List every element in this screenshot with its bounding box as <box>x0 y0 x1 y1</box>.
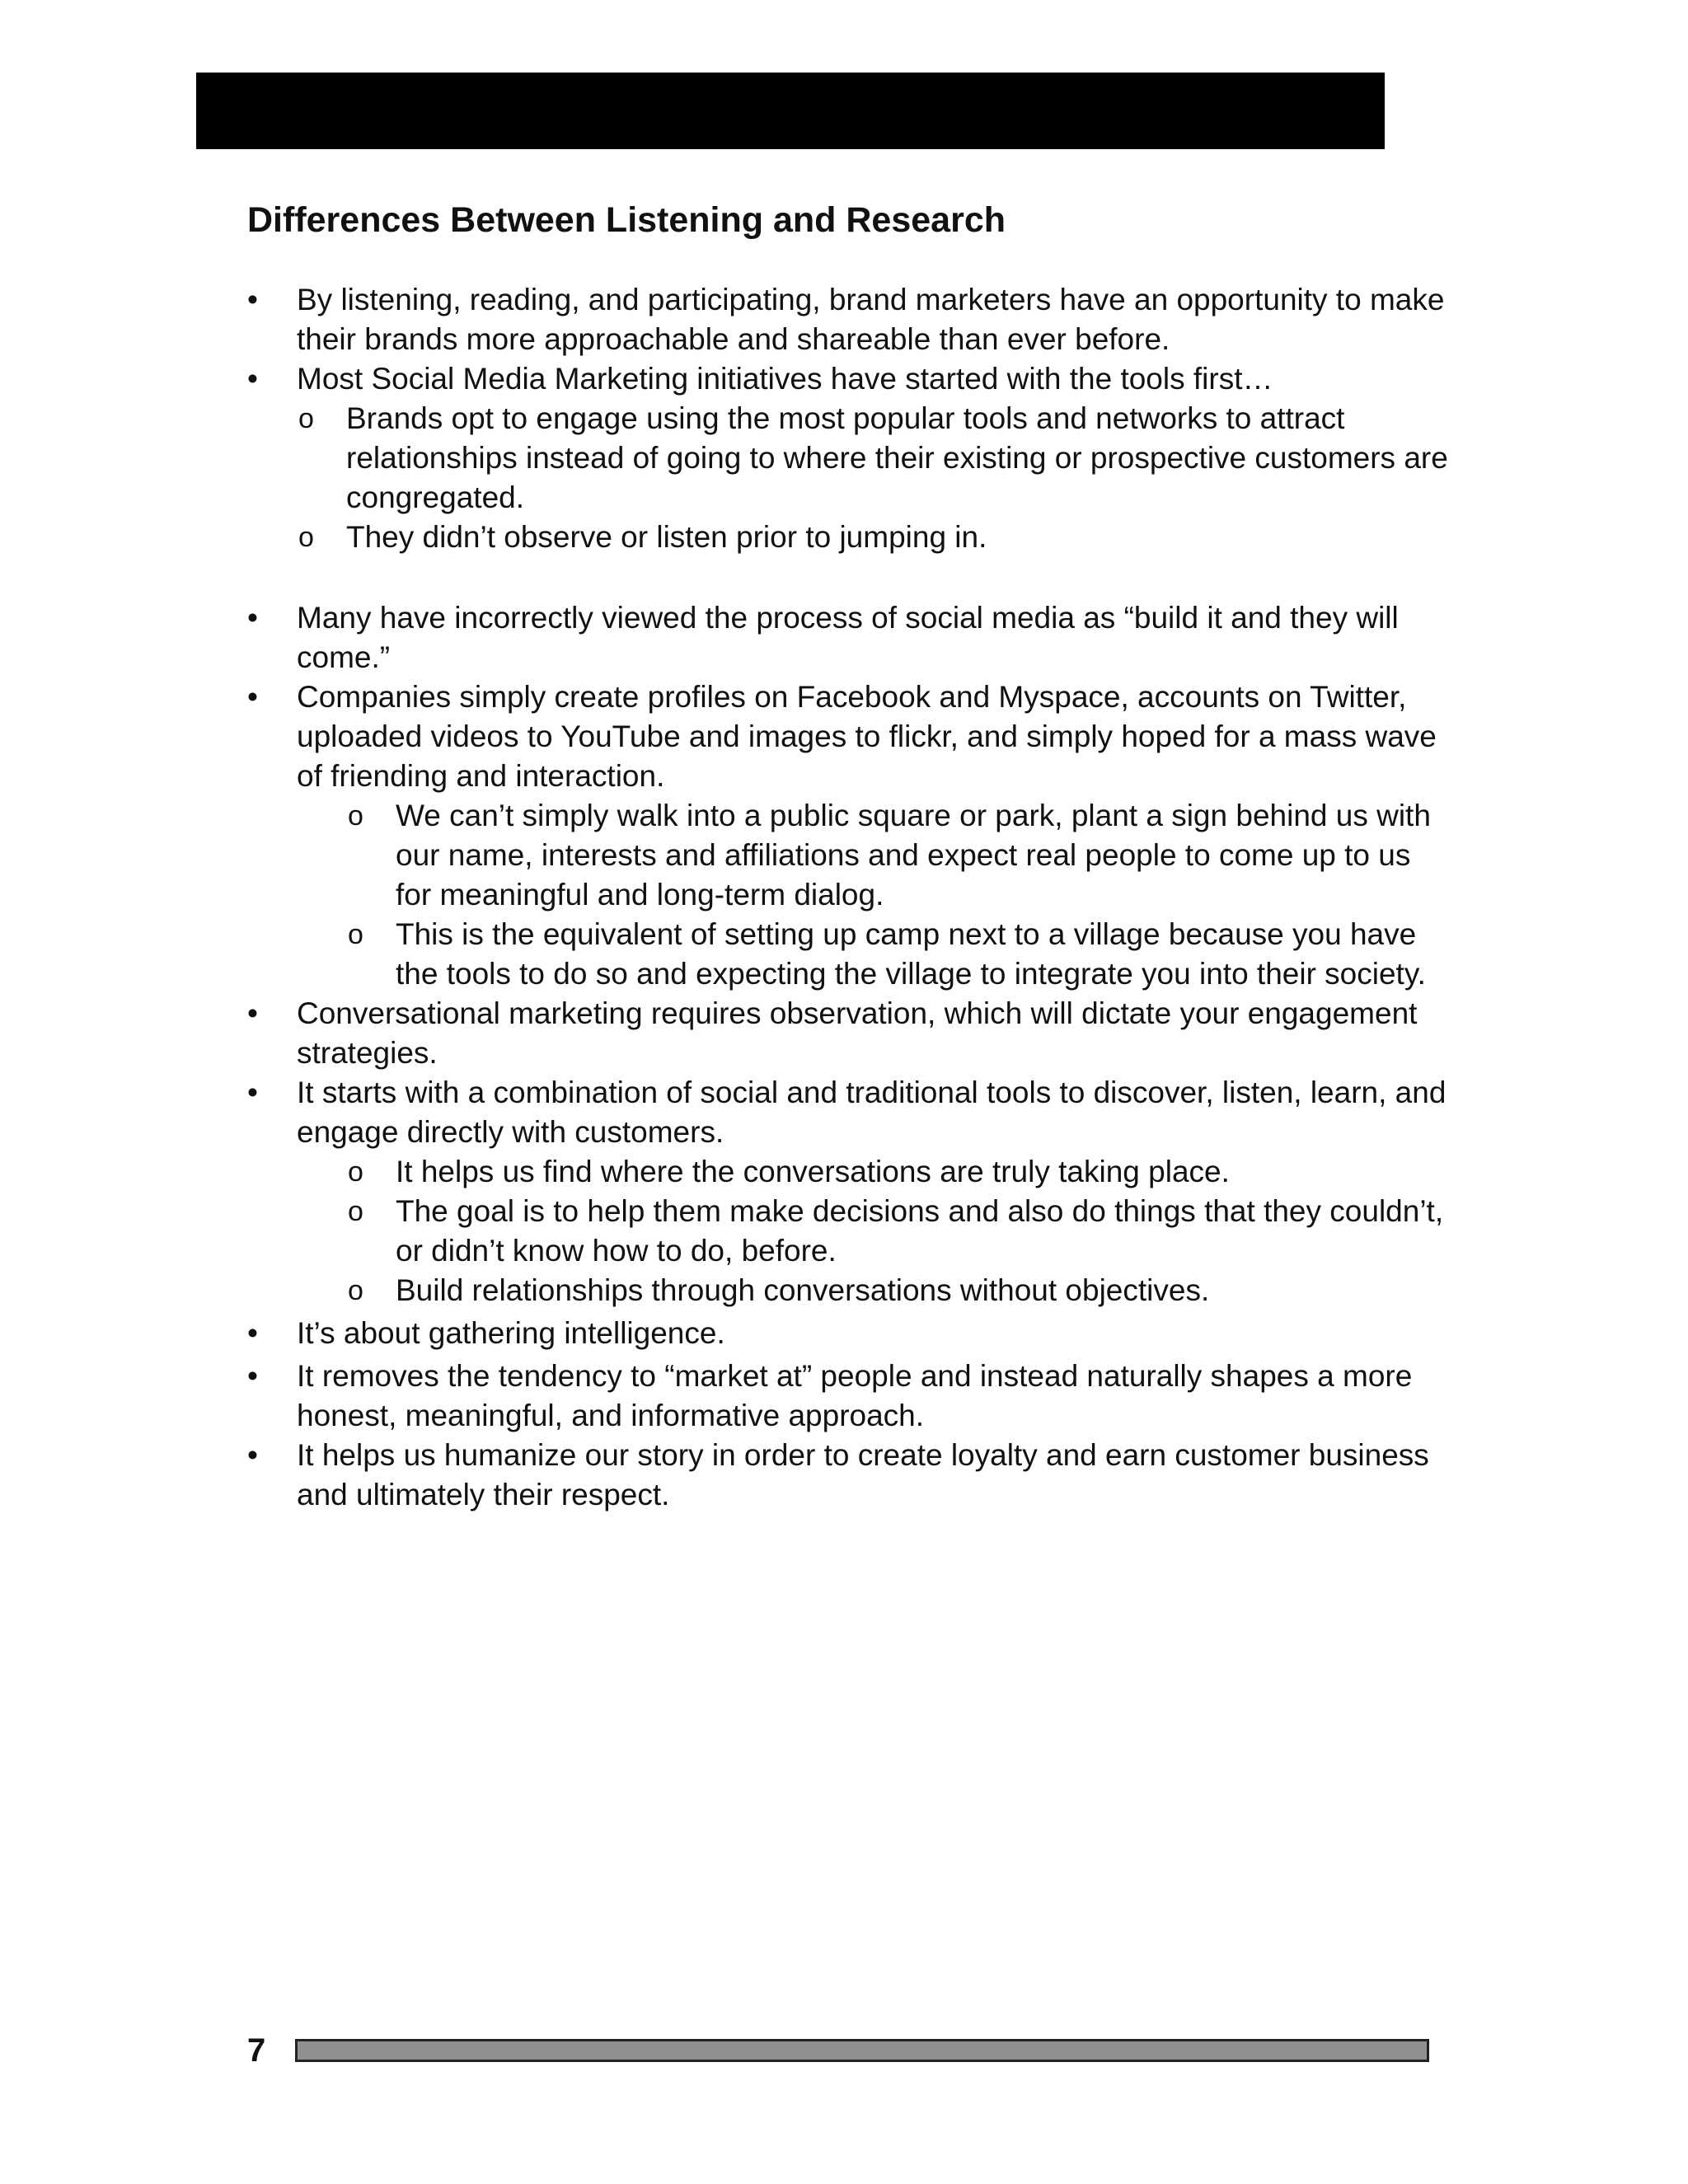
list-item-text: It starts with a combination of social and traditional tools to discover, listen, learn, and engage directly with customers. <box>297 1076 1447 1149</box>
sub-list-item <box>247 1271 1451 1310</box>
bullet-marker: • <box>247 362 258 396</box>
list-item <box>247 359 1451 399</box>
list-item-text: Brands opt to engage using the most popular tools and networks to attract relationships instead of going to where their existing or prospective customers are congregated. <box>346 401 1448 514</box>
list-item-text: Companies simply create profiles on Facebook and Myspace, accounts on Twitter, uploaded videos to YouTube and images to flickr, and simply hoped for a mass wave of friending and interaction. <box>297 680 1437 793</box>
list-item <box>247 598 1451 677</box>
sub-list-item <box>247 796 1451 915</box>
bullet-marker: • <box>247 680 258 714</box>
list-item <box>247 280 1451 359</box>
sub-list-item <box>247 1192 1451 1271</box>
list-item-text: We can’t simply walk into a public square or park, plant a sign behind us with our name, interests and affiliations and expect real people to come up to us for meaningful and long-term dialog. <box>396 799 1431 912</box>
list-item-text: Conversational marketing requires observation, which will dictate your engagement strategies. <box>297 996 1418 1070</box>
list-item-text: Build relationships through conversations without objectives. <box>396 1273 1210 1307</box>
list-item-text: By listening, reading, and participating, brand marketers have an opportunity to make their brands more approachable and shareable than ever before. <box>297 283 1445 356</box>
bullet-marker: • <box>247 1438 258 1472</box>
sub-list-item <box>247 399 1451 518</box>
list-item-text: It removes the tendency to “market at” people and instead naturally shapes a more honest, meaningful, and informative approach. <box>297 1359 1413 1432</box>
sub-bullet-marker: o <box>348 1275 363 1306</box>
header-bar <box>196 73 1385 149</box>
list-item <box>247 994 1451 1073</box>
sub-list-item <box>247 915 1451 994</box>
list-item <box>247 1357 1451 1436</box>
list-item <box>247 1073 1451 1152</box>
page-number: 7 <box>247 2032 266 2069</box>
bullet-marker: • <box>247 601 258 635</box>
list-item-text: It’s about gathering intelligence. <box>297 1316 725 1350</box>
bullet-marker: • <box>247 283 258 316</box>
list-item-text: Most Social Media Marketing initiatives have started with the tools first… <box>297 362 1273 396</box>
sub-list-item <box>247 518 1451 557</box>
sub-list-item <box>247 1152 1451 1192</box>
sub-bullet-marker: o <box>298 403 314 434</box>
bullet-marker: • <box>247 996 258 1030</box>
bullet-marker: • <box>247 1076 258 1109</box>
list-item <box>247 1314 1451 1353</box>
list-item-text: They didn’t observe or listen prior to jumping in. <box>346 520 987 554</box>
sub-bullet-marker: o <box>348 1196 363 1227</box>
sub-bullet-marker: o <box>348 800 363 832</box>
list-item <box>247 677 1451 796</box>
bullet-marker: • <box>247 1359 258 1393</box>
page-title: Differences Between Listening and Research <box>247 200 1006 240</box>
list-item <box>247 1436 1451 1515</box>
list-item-text: Many have incorrectly viewed the process of social media as “build it and they will come.” <box>297 601 1399 674</box>
sub-bullet-marker: o <box>348 1156 363 1188</box>
sub-bullet-marker: o <box>348 919 363 950</box>
bullet-list <box>247 280 1451 1515</box>
list-item-text: It helps us humanize our story in order to create loyalty and earn customer business and ultimately their respect. <box>297 1438 1429 1511</box>
list-item-text: This is the equivalent of setting up camp next to a village because you have the tools to do so and expecting the village to integrate you into their society. <box>396 917 1426 991</box>
footer-bar <box>295 2039 1429 2062</box>
list-item-text: The goal is to help them make decisions and also do things that they couldn’t, or didn’t know how to do, before. <box>396 1194 1444 1268</box>
sub-bullet-marker: o <box>298 522 314 553</box>
page-footer <box>247 2032 1434 2069</box>
list-item-text: It helps us find where the conversations are truly taking place. <box>396 1155 1230 1188</box>
bullet-marker: • <box>247 1316 258 1350</box>
